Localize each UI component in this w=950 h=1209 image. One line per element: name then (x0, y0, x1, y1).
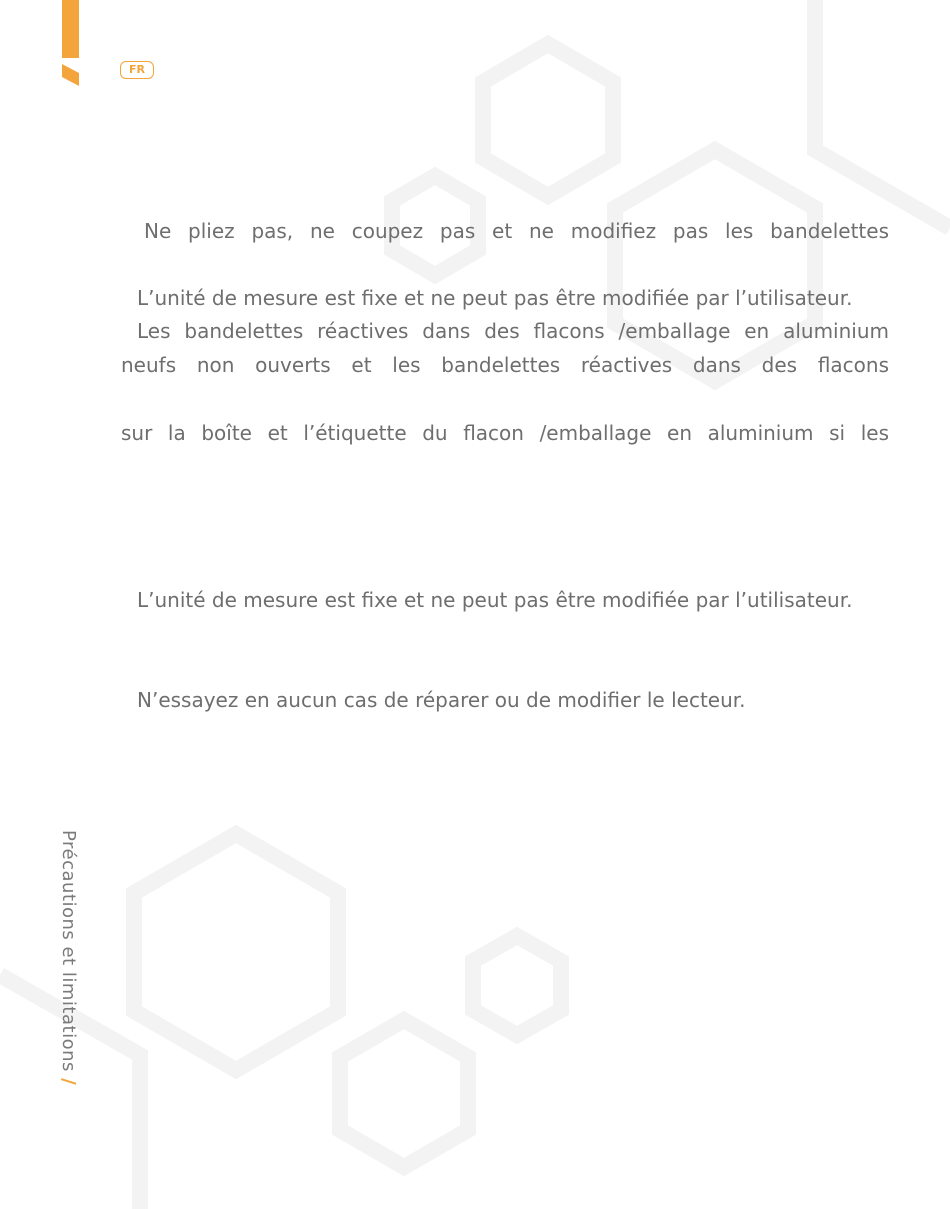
text-line: neufs non ouverts et les bandelettes réactives dans des flacons (121, 353, 889, 377)
section-title-vertical (58, 830, 79, 1085)
section-title-text: Précautions et limitations (58, 830, 79, 1072)
text-line: Ne pliez pas, ne coupez pas et ne modifiez pas les bandelettes (144, 219, 889, 243)
text-line: Les bandelettes réactives dans des flacons /emballage en aluminium (137, 319, 889, 343)
text-line: L’unité de mesure est fixe et ne peut pas être modifiée par l’utilisateur. (137, 588, 853, 612)
text-line: sur la boîte et l’étiquette du flacon /emballage en aluminium si les (121, 421, 889, 445)
orange-accent-stripe (0, 0, 90, 100)
language-badge: FR (120, 61, 154, 79)
text-line: N’essayez en aucun cas de réparer ou de modifier le lecteur. (137, 688, 746, 712)
text-line: L’unité de mesure est fixe et ne peut pas être modifiée par l’utilisateur. (137, 286, 853, 310)
section-separator: / (58, 1078, 79, 1086)
